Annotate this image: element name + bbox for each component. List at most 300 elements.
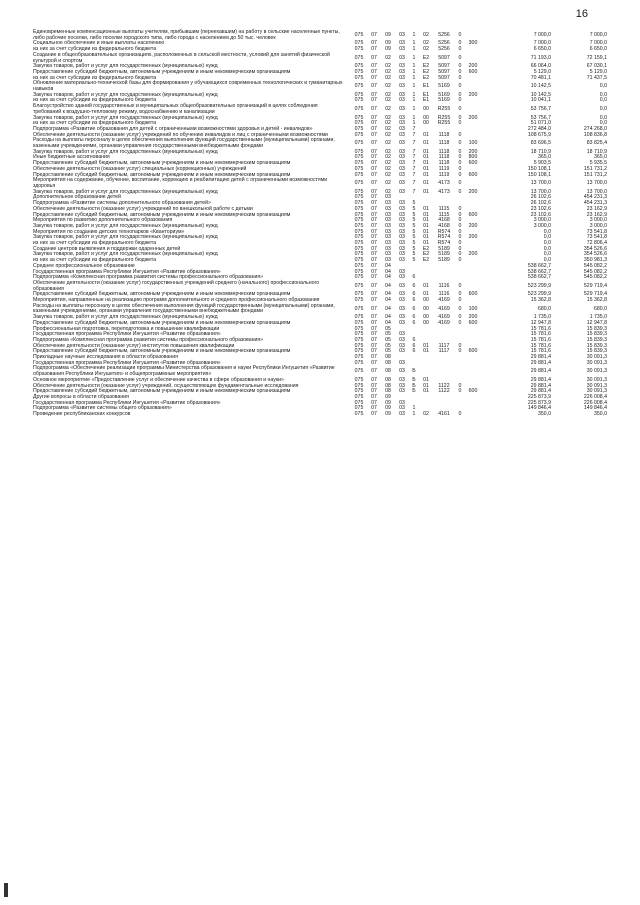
- subsection-code: 02: [385, 83, 391, 90]
- program-code: 03: [399, 240, 405, 247]
- subprogram-code: 5: [412, 217, 416, 224]
- row-name: Дополнительное образование детей: [33, 194, 121, 201]
- ved-code: 075: [354, 314, 364, 321]
- event-code: 00: [423, 319, 429, 326]
- amount-year-2: 545 082,2: [583, 262, 607, 269]
- program-code: 03: [399, 297, 405, 304]
- ved-code: 075: [354, 200, 364, 207]
- amount-year-2: 3 000,0: [589, 217, 607, 224]
- program-code: 03: [399, 359, 405, 366]
- section-code: 07: [371, 200, 377, 207]
- event-code: 01: [423, 160, 429, 167]
- program-code: 03: [399, 54, 405, 61]
- subsection-code: 02: [385, 97, 391, 104]
- subsection-code: 09: [385, 394, 391, 400]
- amount-year-1: 272 484,0: [527, 125, 551, 132]
- amount-year-2: 67 030,1: [586, 63, 607, 70]
- direction-code: 1116: [438, 282, 450, 289]
- section-code: 07: [371, 325, 377, 332]
- subsection-code: 02: [385, 171, 391, 178]
- direction-suffix: 0: [458, 148, 462, 155]
- direction-suffix: 0: [458, 180, 462, 187]
- section-code: 07: [371, 297, 377, 304]
- program-code: 03: [399, 388, 405, 395]
- event-code: 02: [423, 46, 429, 53]
- subprogram-code: 7: [412, 188, 416, 195]
- amount-year-2: 23 162,9: [586, 205, 607, 212]
- subprogram-code: 7: [412, 165, 416, 172]
- subprogram-code: 1: [412, 40, 416, 47]
- table-row: [33, 412, 607, 418]
- row-name: Создание центров выявления и поддержки одаренных детей: [33, 245, 181, 252]
- expense-type-code: 200: [468, 91, 478, 98]
- amount-year-1: 0,0: [543, 257, 551, 264]
- amount-year-1: 538 662,7: [527, 262, 551, 269]
- subsection-code: 03: [385, 194, 391, 201]
- direction-suffix: 0: [458, 388, 462, 395]
- event-code: 01: [423, 348, 429, 355]
- section-code: 07: [371, 63, 377, 70]
- subsection-code: 08: [385, 359, 391, 366]
- program-code: 03: [399, 411, 405, 418]
- program-code: 03: [399, 282, 405, 289]
- amount-year-2: 83 825,4: [586, 140, 607, 147]
- section-code: 07: [371, 251, 377, 258]
- expense-type-code: 200: [468, 234, 478, 241]
- subsection-code: 05: [385, 331, 391, 338]
- subprogram-code: 6: [412, 342, 416, 349]
- ved-code: 075: [354, 257, 364, 264]
- subprogram-code: 5: [412, 205, 416, 212]
- section-code: 07: [371, 140, 377, 147]
- table-row: [33, 178, 607, 189]
- row-name: Иные бюджетные ассигнования: [33, 154, 110, 161]
- row-name: Закупка товаров, работ и услуг для государственных (муниципальных) нужд: [33, 63, 218, 70]
- amount-year-1: 10 142,5: [530, 91, 551, 98]
- row-name: Закупка товаров, работ и услуг для государственных (муниципальных) нужд: [33, 222, 218, 229]
- amount-year-1: 29 881,4: [530, 354, 551, 361]
- amount-year-1: 7 000,0: [533, 40, 551, 47]
- direction-code: 4173: [438, 180, 450, 187]
- subsection-code: 03: [385, 228, 391, 235]
- section-code: 07: [371, 291, 377, 298]
- program-code: 03: [399, 211, 405, 218]
- event-code: 01: [423, 180, 429, 187]
- amount-year-1: 53 756,7: [530, 114, 551, 121]
- ved-code: 075: [354, 31, 364, 38]
- row-name: Предоставление субсидий бюджетным, автономным учреждениям и иным некоммерческим организациям: [33, 211, 291, 218]
- direction-suffix: 0: [458, 257, 462, 264]
- row-name: Прикладные научные исследования в области образования: [33, 354, 178, 361]
- direction-suffix: 0: [458, 251, 462, 258]
- subprogram-code: Б: [412, 388, 416, 395]
- direction-suffix: 0: [458, 342, 462, 349]
- program-code: 03: [399, 257, 405, 264]
- direction-suffix: 0: [458, 245, 462, 252]
- section-code: 07: [371, 336, 377, 343]
- expense-type-code: 200: [468, 63, 478, 70]
- amount-year-2: 18 710,9: [586, 148, 607, 155]
- amount-year-2: 23 162,9: [586, 211, 607, 218]
- row-name: Мероприятия по созданию детских технопарков «Кванториум»: [33, 228, 185, 235]
- subprogram-code: 5: [412, 211, 416, 218]
- amount-year-1: 29 881,4: [530, 382, 551, 389]
- row-name: Обеспечение деятельности (оказание услуг) учреждений, осуществляющих фундаментальные исследования: [33, 382, 299, 389]
- expense-type-code: 100: [468, 305, 478, 312]
- row-name: из них за счет субсидии из федерального бюджета: [33, 120, 157, 127]
- direction-suffix: 0: [458, 97, 462, 104]
- row-name: Государственная программа Республики Ингушетия «Развитие образования»: [33, 268, 221, 275]
- section-code: 07: [371, 388, 377, 395]
- subsection-code: 02: [385, 63, 391, 70]
- direction-suffix: 0: [458, 222, 462, 229]
- direction-suffix: 0: [458, 31, 462, 38]
- direction-code: R255: [437, 105, 451, 112]
- amount-year-2: 149 846,4: [583, 405, 607, 412]
- event-code: 01: [423, 282, 429, 289]
- amount-year-1: 538 662,7: [527, 268, 551, 275]
- direction-suffix: 0: [458, 46, 462, 53]
- direction-code: 4168: [438, 217, 450, 224]
- amount-year-2: 72 159,1: [586, 54, 607, 61]
- direction-suffix: 0: [458, 74, 462, 81]
- subsection-code: 04: [385, 268, 391, 275]
- amount-year-2: 5 129,0: [589, 68, 607, 75]
- amount-year-1: 149 846,4: [527, 405, 551, 412]
- expense-type-code: [465, 178, 481, 189]
- ved-code: 075: [354, 105, 364, 112]
- program-code: 03: [399, 234, 405, 241]
- ved-code: 075: [354, 148, 364, 155]
- amount-year-1: 26 102,6: [530, 194, 551, 201]
- direction-suffix: 0: [458, 319, 462, 326]
- direction-code: 5097: [438, 54, 450, 61]
- subsection-code: 08: [385, 368, 391, 375]
- event-code: E1: [422, 83, 430, 90]
- amount-year-2: 151 731,2: [583, 165, 607, 172]
- program-code: 03: [399, 251, 405, 258]
- amount-year-1: 350,0: [538, 411, 551, 418]
- subprogram-code: 1: [412, 120, 416, 127]
- subprogram-code: 1: [412, 46, 416, 53]
- subprogram-code: 6: [412, 305, 416, 312]
- ved-code: 075: [354, 368, 364, 375]
- program-code: 03: [399, 217, 405, 224]
- direction-code: 1115: [438, 205, 450, 212]
- program-code: 03: [399, 83, 405, 90]
- section-code: 07: [371, 376, 377, 383]
- subsection-code: 04: [385, 297, 391, 304]
- amount-year-2: 71 437,5: [586, 74, 607, 81]
- expense-type-code: 600: [468, 291, 478, 298]
- direction-code: 1118: [438, 131, 450, 138]
- expense-type-code: 800: [468, 154, 478, 161]
- table-row: [33, 104, 607, 115]
- program-code: 03: [399, 319, 405, 326]
- subprogram-code: 6: [412, 314, 416, 321]
- direction-code: 1118: [438, 154, 450, 161]
- event-code: 01: [423, 171, 429, 178]
- amount-year-2: 13 700,0: [586, 188, 607, 195]
- amount-year-2: 0,0: [599, 91, 607, 98]
- direction-code: 5256: [438, 40, 450, 47]
- event-code: 01: [423, 388, 429, 395]
- section-code: 07: [371, 342, 377, 349]
- direction-code: R255: [437, 120, 451, 127]
- amount-year-2: 0,0: [599, 83, 607, 90]
- subprogram-code: 1: [412, 405, 416, 412]
- program-code: 03: [399, 228, 405, 235]
- subprogram-code: 1: [412, 411, 416, 418]
- section-code: 07: [371, 257, 377, 264]
- amount-year-1: 0,0: [543, 240, 551, 247]
- amount-year-2: 7 000,0: [589, 31, 607, 38]
- ved-code: 075: [354, 83, 364, 90]
- direction-suffix: [455, 366, 465, 377]
- direction-code: 5189: [438, 245, 450, 252]
- program-code: 03: [399, 274, 405, 281]
- expense-type-code: 600: [468, 319, 478, 326]
- row-name: из них за счет субсидии из федерального бюджета: [33, 46, 157, 53]
- program-code: 03: [399, 336, 405, 343]
- expense-type-code: 200: [468, 114, 478, 121]
- program-code: 03: [399, 180, 405, 187]
- subsection-code: 03: [385, 222, 391, 229]
- row-name: Среднее профессиональное образование: [33, 262, 135, 269]
- subprogram-code: 7: [412, 180, 416, 187]
- direction-suffix: 0: [458, 83, 462, 90]
- amount-year-1: 15 781,6: [530, 325, 551, 332]
- ved-code: 075: [354, 63, 364, 70]
- ved-code: 075: [354, 228, 364, 235]
- event-code: 01: [423, 131, 429, 138]
- subsection-code: 02: [385, 154, 391, 161]
- row-name: Предоставление субсидий бюджетным, автономным учреждениям и иным некоммерческим организациям: [33, 160, 291, 167]
- section-code: 07: [371, 331, 377, 338]
- subprogram-code: 6: [412, 291, 416, 298]
- direction-suffix: 0: [458, 105, 462, 112]
- event-code: 01: [423, 217, 429, 224]
- row-name: Закупка товаров, работ и услуг для государственных (муниципальных) нужд: [33, 91, 218, 98]
- section-code: 07: [371, 31, 377, 38]
- direction-code: 4169: [438, 297, 450, 304]
- direction-code: 5189: [438, 251, 450, 258]
- subsection-code: 02: [385, 74, 391, 81]
- direction-suffix: 0: [458, 165, 462, 172]
- expense-type-code: 200: [468, 188, 478, 195]
- amount-year-1: 10 041,1: [530, 97, 551, 104]
- expense-type-code: 600: [468, 68, 478, 75]
- amount-year-1: 15 781,6: [530, 348, 551, 355]
- subprogram-code: 1: [412, 74, 416, 81]
- direction-suffix: 0: [458, 91, 462, 98]
- ved-code: 075: [354, 262, 364, 269]
- amount-year-2: 30 091,3: [586, 376, 607, 383]
- ved-code: 075: [354, 394, 364, 400]
- event-code: E2: [422, 251, 430, 258]
- subprogram-code: 1: [412, 68, 416, 75]
- row-name: Мероприятия по развитию дополнительного образования: [33, 217, 173, 224]
- direction-code: 5169: [438, 83, 450, 90]
- ved-code: 075: [354, 282, 364, 289]
- ved-code: 075: [354, 222, 364, 229]
- ved-code: 075: [354, 125, 364, 132]
- subprogram-code: Б: [412, 376, 416, 383]
- amount-year-1: 53 756,7: [530, 105, 551, 112]
- ved-code: 075: [354, 399, 364, 406]
- subprogram-code: 5: [412, 257, 416, 264]
- subsection-code: 09: [385, 411, 391, 418]
- section-code: 07: [371, 154, 377, 161]
- ved-code: 075: [354, 91, 364, 98]
- subprogram-code: 5: [412, 245, 416, 252]
- subprogram-code: 6: [412, 282, 416, 289]
- ved-code: 075: [354, 291, 364, 298]
- row-name: Подпрограмма «Обеспечение реализации программы Министерства образования и науки Республики Ингушетия «Развитие образования Республики Ингушетия» и общепрограммные мероприятия»: [33, 365, 335, 378]
- amount-year-2: 73 541,8: [586, 228, 607, 235]
- amount-year-1: 29 881,4: [530, 368, 551, 375]
- subsection-code: 08: [385, 382, 391, 389]
- subprogram-code: 6: [412, 319, 416, 326]
- section-code: 07: [371, 305, 377, 312]
- program-code: 03: [399, 165, 405, 172]
- amount-year-1: 83 696,5: [530, 140, 551, 147]
- subsection-code: 02: [385, 131, 391, 138]
- subsection-code: 04: [385, 262, 391, 269]
- direction-suffix: 0: [458, 120, 462, 127]
- ved-code: 075: [354, 240, 364, 247]
- ved-code: 075: [354, 46, 364, 53]
- direction-suffix: 0: [458, 114, 462, 121]
- section-code: 07: [371, 274, 377, 281]
- amount-year-2: 15 839,3: [586, 348, 607, 355]
- expense-type-code: 200: [468, 314, 478, 321]
- section-code: 07: [371, 399, 377, 406]
- amount-year-2: 1 735,0: [589, 314, 607, 321]
- section-code: 07: [371, 382, 377, 389]
- amount-year-1: 51 071,0: [530, 120, 551, 127]
- amount-year-2: 354 526,6: [583, 245, 607, 252]
- expense-type-code: 100: [468, 140, 478, 147]
- event-code: 00: [423, 305, 429, 312]
- amount-year-1: 5 903,5: [533, 160, 551, 167]
- program-code: 03: [399, 114, 405, 121]
- subsection-code: 04: [385, 305, 391, 312]
- section-code: 07: [371, 91, 377, 98]
- subprogram-code: 5: [412, 251, 416, 258]
- direction-suffix: 0: [458, 54, 462, 61]
- program-code: 03: [399, 331, 405, 338]
- direction-suffix: 0: [458, 205, 462, 212]
- section-code: 07: [371, 394, 377, 400]
- amount-year-2: 30 091,3: [586, 382, 607, 389]
- section-code: 07: [371, 205, 377, 212]
- subsection-code: 08: [385, 376, 391, 383]
- ved-code: 075: [354, 54, 364, 61]
- section-code: 07: [371, 314, 377, 321]
- event-code: 00: [423, 114, 429, 121]
- subprogram-code: 1: [412, 97, 416, 104]
- program-code: 03: [399, 376, 405, 383]
- ved-code: 075: [354, 234, 364, 241]
- direction-code: 4169: [438, 305, 450, 312]
- amount-year-2: 529 719,4: [583, 282, 607, 289]
- section-code: 07: [371, 165, 377, 172]
- direction-suffix: 0: [458, 234, 462, 241]
- amount-year-2: 454 231,3: [583, 194, 607, 201]
- row-name: Другие вопросы в области образования: [33, 394, 129, 400]
- event-code: E1: [422, 97, 430, 104]
- amount-year-2: 73 541,8: [586, 234, 607, 241]
- direction-code: 1118: [438, 148, 450, 155]
- program-code: 03: [399, 97, 405, 104]
- direction-suffix: 0: [458, 382, 462, 389]
- direction-code: 1118: [438, 160, 450, 167]
- event-code: 01: [423, 205, 429, 212]
- subsection-code: 02: [385, 120, 391, 127]
- amount-year-2: 0,0: [599, 114, 607, 121]
- section-code: 07: [371, 160, 377, 167]
- subprogram-code: 6: [412, 348, 416, 355]
- event-code: 01: [423, 211, 429, 218]
- expense-type-code: 600: [468, 160, 478, 167]
- expense-type-code: 200: [468, 148, 478, 155]
- direction-code: R574: [437, 234, 451, 241]
- amount-year-1: 15 362,8: [530, 297, 551, 304]
- amount-year-2: 13 700,0: [586, 180, 607, 187]
- amount-year-1: 66 064,0: [530, 63, 551, 70]
- subprogram-code: 1: [412, 114, 416, 121]
- event-code: 01: [423, 342, 429, 349]
- direction-suffix: 0: [458, 228, 462, 235]
- row-name: Проведение республиканских конкурсов: [33, 411, 131, 418]
- subprogram-code: 1: [412, 54, 416, 61]
- section-code: 07: [371, 354, 377, 361]
- program-code: 03: [399, 131, 405, 138]
- amount-year-2: 6 650,0: [589, 46, 607, 53]
- row-name: Обеспечение деятельности (оказание услуг) учреждений по обучению инвалидов и лиц с ограниченными возможностями: [33, 131, 328, 138]
- section-code: 07: [371, 211, 377, 218]
- program-code: 03: [399, 305, 405, 312]
- ved-code: 075: [354, 74, 364, 81]
- amount-year-1: 108 675,9: [527, 131, 551, 138]
- event-code: 01: [423, 234, 429, 241]
- direction-code: 5169: [438, 91, 450, 98]
- subsection-code: 04: [385, 319, 391, 326]
- amount-year-1: 29 881,4: [530, 359, 551, 366]
- program-code: 03: [399, 63, 405, 70]
- direction-suffix: 0: [458, 305, 462, 312]
- event-code: 01: [423, 222, 429, 229]
- subsection-code: 09: [385, 46, 391, 53]
- row-name: Профессиональная подготовка, переподготовка и повышение квалификации: [33, 325, 220, 332]
- expense-type-code: [465, 104, 481, 115]
- subsection-code: 02: [385, 91, 391, 98]
- event-code: E2: [422, 68, 430, 75]
- direction-suffix: 0: [458, 217, 462, 224]
- amount-year-2: 30 091,3: [586, 388, 607, 395]
- ved-code: 075: [354, 382, 364, 389]
- row-name: из них за счет субсидии из федерального бюджета: [33, 240, 157, 247]
- row-name: Создание в общеобразовательных организациях, расположенных в сельской местности, условий для занятий физической культурой и спортом: [33, 51, 330, 64]
- section-code: 07: [371, 74, 377, 81]
- event-code: E2: [422, 54, 430, 61]
- amount-year-2: 15 362,8: [586, 297, 607, 304]
- amount-year-1: 23 102,6: [530, 205, 551, 212]
- program-code: 03: [399, 314, 405, 321]
- subprogram-code: 5: [412, 200, 416, 207]
- direction-code: 1122: [438, 388, 450, 395]
